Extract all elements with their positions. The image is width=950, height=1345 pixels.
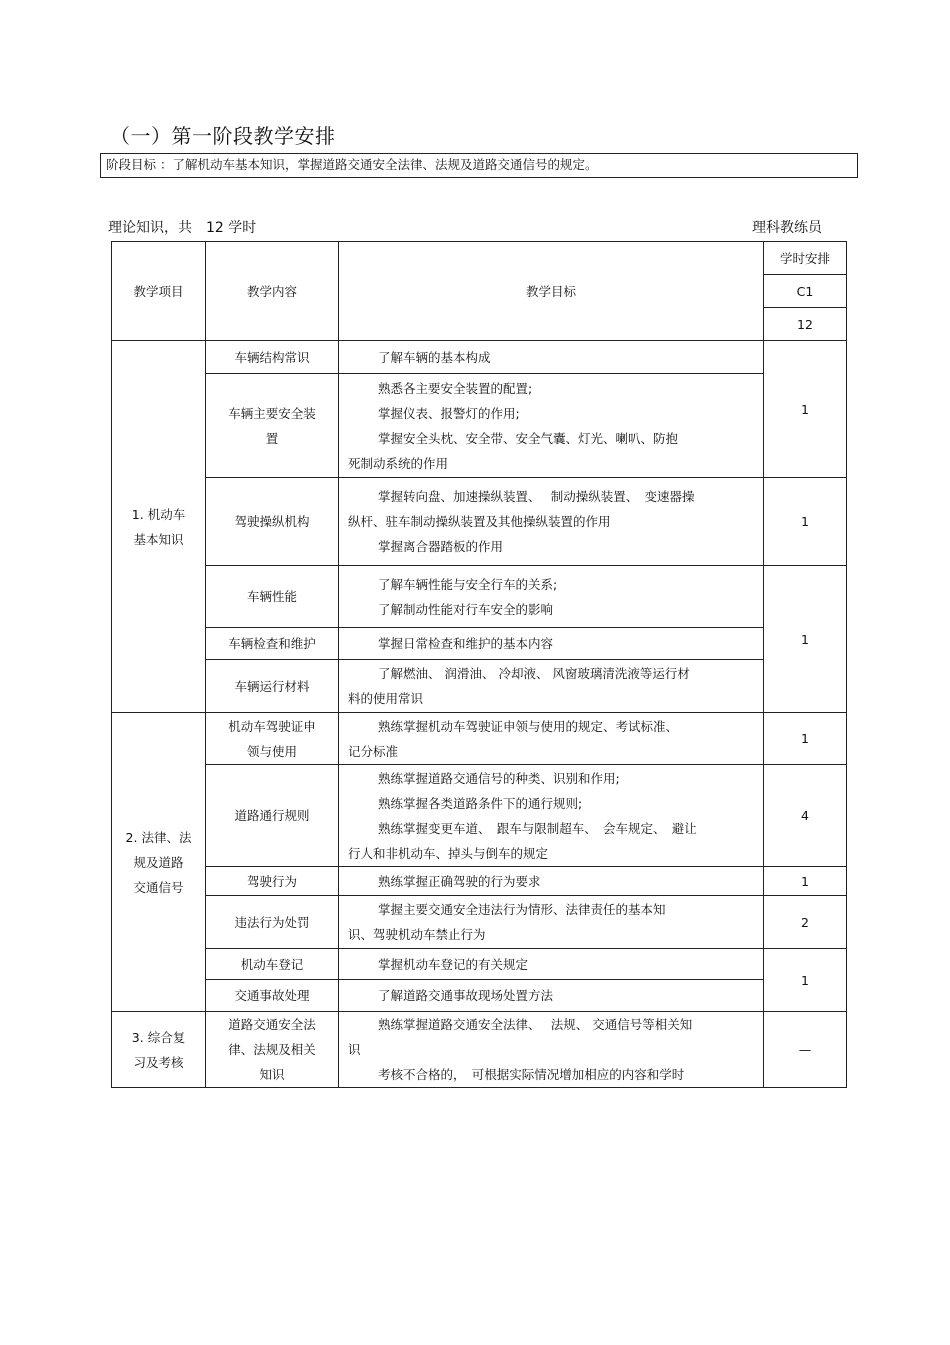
header-license-type: C1	[764, 275, 847, 308]
content-line: 驾驶操纵机构	[234, 514, 310, 529]
content-line: 律、法规及相关	[228, 1042, 316, 1057]
hours-cell: 1	[764, 713, 847, 765]
hours-cell: 4	[764, 765, 847, 867]
goal-line: 考核不合格的， 可根据实际情况增加相应的内容和学时	[378, 1067, 685, 1082]
table-row	[112, 980, 847, 1012]
content-line: 置	[265, 430, 279, 446]
header-content: 教学内容	[206, 242, 339, 341]
goal-cell	[339, 765, 764, 867]
content-cell	[206, 896, 339, 949]
goal-line: 熟悉各主要安全装置的配置;	[378, 380, 533, 396]
project-line: 3. 综合复	[131, 1029, 186, 1045]
content-cell	[206, 867, 339, 896]
table-row	[112, 478, 847, 566]
content-cell	[206, 1012, 339, 1088]
project-cell	[112, 1012, 206, 1088]
table-row	[112, 660, 847, 713]
table-row	[112, 896, 847, 949]
hours-cell: 2	[764, 896, 847, 949]
goal-line: 行人和非机动车、掉头与倒车的规定	[348, 845, 549, 861]
content-cell	[206, 566, 339, 628]
table-row	[112, 341, 847, 374]
page-title: （一）第一阶段教学安排	[110, 124, 336, 148]
hours-cell: 1	[764, 341, 847, 478]
content-cell	[206, 341, 339, 374]
content-cell	[206, 949, 339, 980]
content-cell	[206, 660, 339, 713]
goal-cell	[339, 980, 764, 1012]
hours-cell: 1	[764, 867, 847, 896]
content-line: 道路通行规则	[234, 808, 310, 823]
table-row	[112, 949, 847, 980]
goal-line: 了解车辆性能与安全行车的关系;	[378, 576, 558, 592]
content-cell	[206, 765, 339, 867]
content-line: 违法行为处罚	[234, 914, 310, 930]
content-line: 车辆结构常识	[234, 349, 310, 365]
goal-line: 熟练掌握变更车道、 跟车与限制超车、 会车规定、 避让	[378, 820, 697, 836]
goal-line: 了解制动性能对行车安全的影响	[378, 601, 554, 617]
goal-line: 掌握机动车登记的有关规定	[378, 956, 529, 972]
hours-cell: 1	[764, 478, 847, 566]
content-cell	[206, 628, 339, 660]
goal-cell	[339, 713, 764, 765]
goal-line: 了解道路交通事故现场处置方法	[378, 988, 554, 1003]
content-line: 道路交通安全法	[228, 1017, 316, 1032]
goal-cell	[339, 374, 764, 478]
content-line: 驾驶行为	[246, 873, 297, 889]
table-row	[112, 867, 847, 896]
table-row	[112, 628, 847, 660]
goal-line: 熟练掌握道路交通信号的种类、识别和作用;	[378, 770, 620, 786]
goal-cell	[339, 1012, 764, 1088]
goal-cell	[339, 867, 764, 896]
header-goal: 教学目标	[339, 242, 764, 341]
table-row	[112, 713, 847, 765]
goal-cell	[339, 478, 764, 566]
goal-line: 掌握主要交通安全违法行为情形、法律责任的基本知	[378, 902, 666, 917]
project-line: 规及道路	[133, 854, 184, 870]
goal-line: 料的使用常识	[348, 691, 424, 706]
project-line: 习及考核	[133, 1054, 184, 1070]
content-line: 知识	[259, 1067, 285, 1082]
goal-cell	[339, 949, 764, 980]
content-line: 交通事故处理	[234, 988, 310, 1003]
goal-line: 掌握离合器踏板的作用	[378, 539, 504, 554]
content-line: 车辆主要安全装	[228, 405, 316, 421]
header-hours: 学时安排	[764, 242, 847, 275]
content-line: 领与使用	[246, 743, 297, 759]
goal-cell	[339, 341, 764, 374]
goal-cell	[339, 628, 764, 660]
content-line: 机动车驾驶证申	[228, 718, 316, 734]
content-cell	[206, 713, 339, 765]
goal-line: 了解燃油、 润滑油、 冷却液、 风窗玻璃清洗液等运行材	[378, 666, 690, 681]
project-line: 2. 法律、法	[125, 829, 192, 845]
content-cell	[206, 374, 339, 478]
header-total-hours: 12	[764, 308, 847, 341]
goal-line: 掌握转向盘、加速操纵装置、 制动操纵装置、 变速器操	[378, 489, 695, 504]
goal-line: 了解车辆的基本构成	[378, 349, 491, 365]
table-row	[112, 1012, 847, 1088]
goal-line: 熟练掌握正确驾驶的行为要求	[378, 873, 541, 889]
goal-line: 识	[348, 1042, 361, 1057]
goal-cell	[339, 566, 764, 628]
goal-cell	[339, 896, 764, 949]
project-line: 基本知识	[133, 531, 184, 547]
goal-line: 掌握安全头枕、安全带、安全气囊、灯光、喇叭、防抱	[378, 430, 679, 446]
header-row	[112, 242, 847, 275]
stage-goal: 阶段目标 ：了解机动车基本知识，掌握道路交通安全法律、法规及道路交通信号的规定。	[100, 153, 858, 178]
theory-hours-label: 理论知识，共 12 学时	[108, 220, 257, 236]
goal-line: 识、驾驶机动车禁止行为	[348, 927, 486, 942]
hours-cell: —	[764, 1012, 847, 1088]
content-cell	[206, 980, 339, 1012]
goal-line: 死制动系统的作用	[348, 455, 449, 471]
goal-line: 熟练掌握道路交通安全法律、 法规、 交通信号等相关知	[378, 1017, 693, 1032]
header-project: 教学项目	[112, 242, 206, 341]
content-line: 车辆运行材料	[234, 678, 310, 694]
project-cell	[112, 341, 206, 713]
instructor-label: 理科教练员	[752, 220, 822, 236]
goal-line: 记分标准	[348, 743, 399, 759]
project-line: 1. 机动车	[131, 506, 186, 522]
goal-line: 纵杆、驻车制动操纵装置及其他操纵装置的作用	[348, 514, 611, 529]
hours-cell: 1	[764, 566, 847, 713]
goal-line: 掌握仪表、报警灯的作用;	[378, 405, 520, 421]
goal-line: 熟练掌握各类道路条件下的通行规则;	[378, 795, 583, 811]
content-cell	[206, 478, 339, 566]
teaching-plan-table	[111, 241, 847, 1088]
content-line: 车辆性能	[246, 589, 297, 604]
content-line: 机动车登记	[240, 956, 304, 972]
goal-cell	[339, 660, 764, 713]
goal-line: 熟练掌握机动车驾驶证申领与使用的规定、考试标准、	[378, 718, 679, 734]
project-line: 交通信号	[133, 879, 184, 895]
content-line: 车辆检查和维护	[228, 636, 316, 651]
table-row	[112, 566, 847, 628]
table-row	[112, 374, 847, 478]
hours-cell: 1	[764, 949, 847, 1012]
table-row	[112, 765, 847, 867]
project-cell	[112, 713, 206, 1012]
goal-line: 掌握日常检查和维护的基本内容	[378, 636, 554, 651]
